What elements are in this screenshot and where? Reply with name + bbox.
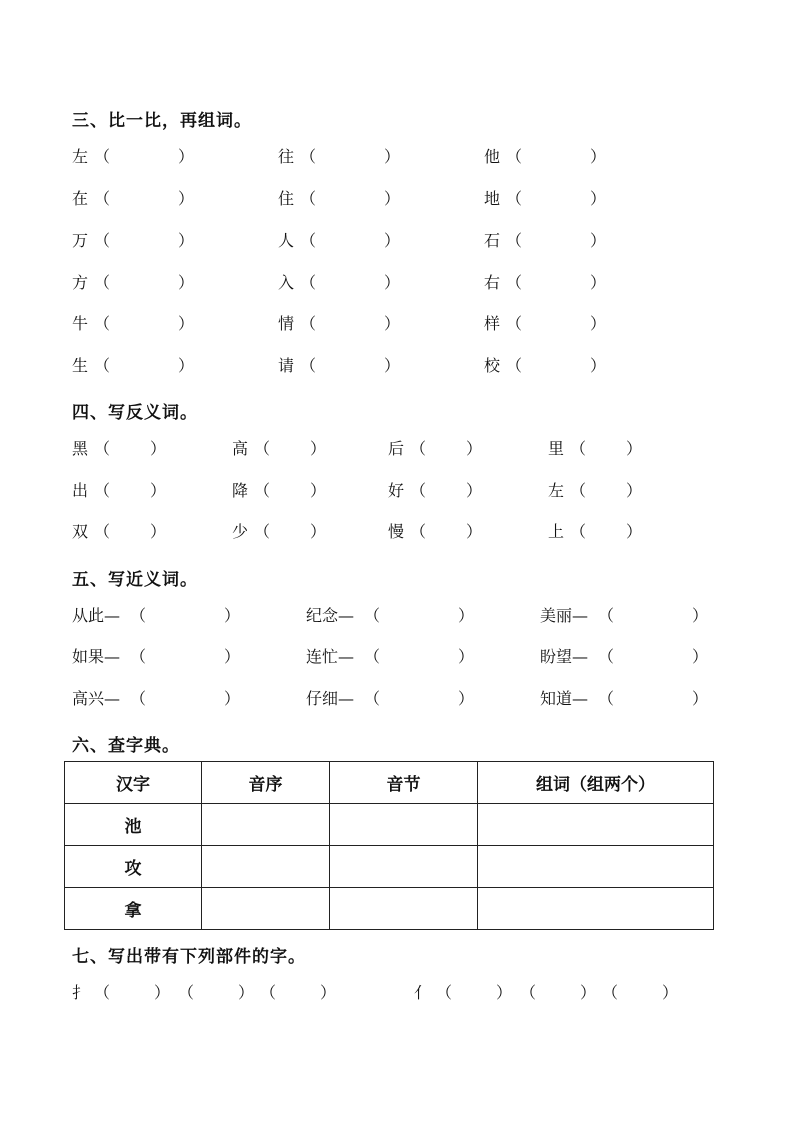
answer-blank[interactable] (316, 355, 384, 377)
answer-blank[interactable] (110, 982, 150, 1004)
close-bracket: ） (590, 231, 607, 250)
prompt-word: 地 (484, 189, 501, 208)
table-cell-blank[interactable] (202, 846, 330, 888)
close-bracket: ） (384, 189, 401, 208)
answer-blank[interactable] (146, 688, 224, 710)
table-cell-blank[interactable] (330, 804, 478, 846)
prompt-word: 在 (72, 189, 89, 208)
prompt-word: 右 (484, 273, 501, 292)
section-5-title: 五、写近义词。 (72, 570, 198, 590)
open-bracket: （ (94, 273, 111, 292)
open-bracket: （ (410, 439, 427, 458)
close-bracket: ） (384, 314, 401, 333)
prompt-word: 人 (278, 231, 295, 250)
answer-blank[interactable] (146, 605, 224, 627)
prompt-word: 里 (548, 439, 565, 458)
answer-blank[interactable] (426, 438, 466, 460)
prompt-word: 万 (72, 231, 89, 250)
close-bracket: ） (496, 983, 513, 1002)
close-bracket: ） (590, 314, 607, 333)
open-bracket: （ (94, 314, 111, 333)
open-bracket: （ (410, 481, 427, 500)
open-bracket: （ (94, 481, 111, 500)
open-bracket: （ (598, 647, 615, 666)
open-bracket: （ (410, 522, 427, 541)
header-zuci: 组词（组两个） (478, 762, 714, 804)
radical-char: 亻 (414, 983, 431, 1002)
answer-blank[interactable] (316, 146, 384, 168)
prompt-word: 石 (484, 231, 501, 250)
prompt-word: 住 (278, 189, 295, 208)
answer-blank[interactable] (110, 313, 178, 335)
close-bracket: ） (626, 481, 643, 500)
answer-blank[interactable] (380, 605, 458, 627)
answer-blank[interactable] (316, 230, 384, 252)
prompt-word: 左 (72, 147, 89, 166)
prompt-word: 请 (278, 356, 295, 375)
close-bracket: ） (662, 983, 679, 1002)
prompt-word: 黑 (72, 439, 89, 458)
table-cell-char: 池 (65, 804, 202, 846)
close-bracket: ） (150, 439, 167, 458)
prompt-word: 纪念— (306, 606, 355, 625)
table-cell-blank[interactable] (478, 846, 714, 888)
dictionary-table (64, 761, 714, 930)
open-bracket: （ (520, 983, 537, 1002)
prompt-word: 样 (484, 314, 501, 333)
open-bracket: （ (254, 522, 271, 541)
close-bracket: ） (458, 647, 475, 666)
prompt-word: 少 (232, 522, 249, 541)
answer-blank[interactable] (146, 646, 224, 668)
prompt-word: 牛 (72, 314, 89, 333)
open-bracket: （ (94, 231, 111, 250)
close-bracket: ） (590, 273, 607, 292)
prompt-word: 从此— (72, 606, 121, 625)
close-bracket: ） (692, 647, 709, 666)
close-bracket: ） (178, 356, 195, 375)
open-bracket: （ (570, 439, 587, 458)
open-bracket: （ (506, 147, 523, 166)
answer-blank[interactable] (426, 480, 466, 502)
open-bracket: （ (178, 983, 195, 1002)
open-bracket: （ (130, 689, 147, 708)
answer-blank[interactable] (536, 982, 576, 1004)
open-bracket: （ (94, 983, 111, 1002)
answer-blank[interactable] (522, 188, 590, 210)
open-bracket: （ (506, 231, 523, 250)
radical-char: 扌 (72, 983, 89, 1002)
answer-blank[interactable] (522, 355, 590, 377)
answer-blank[interactable] (194, 982, 234, 1004)
open-bracket: （ (300, 356, 317, 375)
prompt-word: 往 (278, 147, 295, 166)
open-bracket: （ (300, 273, 317, 292)
answer-blank[interactable] (110, 146, 178, 168)
answer-blank[interactable] (614, 688, 692, 710)
close-bracket: ） (238, 983, 255, 1002)
open-bracket: （ (94, 147, 111, 166)
close-bracket: ） (178, 273, 195, 292)
answer-blank[interactable] (586, 480, 626, 502)
open-bracket: （ (94, 522, 111, 541)
open-bracket: （ (254, 481, 271, 500)
open-bracket: （ (506, 356, 523, 375)
answer-blank[interactable] (614, 646, 692, 668)
prompt-word: 上 (548, 522, 565, 541)
table-cell-blank[interactable] (478, 804, 714, 846)
close-bracket: ） (384, 231, 401, 250)
close-bracket: ） (178, 189, 195, 208)
prompt-word: 方 (72, 273, 89, 292)
prompt-word: 左 (548, 481, 565, 500)
close-bracket: ） (590, 147, 607, 166)
prompt-word: 美丽— (540, 606, 589, 625)
close-bracket: ） (466, 481, 483, 500)
table-cell-blank[interactable] (330, 846, 478, 888)
open-bracket: （ (602, 983, 619, 1002)
open-bracket: （ (130, 606, 147, 625)
answer-blank[interactable] (618, 982, 658, 1004)
prompt-word: 他 (484, 147, 501, 166)
open-bracket: （ (506, 273, 523, 292)
open-bracket: （ (300, 314, 317, 333)
table-cell-blank[interactable] (478, 888, 714, 930)
close-bracket: ） (150, 481, 167, 500)
section-4-title: 四、写反义词。 (72, 403, 198, 423)
close-bracket: ） (458, 606, 475, 625)
table-row (65, 846, 714, 888)
answer-blank[interactable] (380, 646, 458, 668)
answer-blank[interactable] (270, 438, 310, 460)
table-cell-char: 攻 (65, 846, 202, 888)
close-bracket: ） (178, 314, 195, 333)
close-bracket: ） (692, 689, 709, 708)
open-bracket: （ (506, 189, 523, 208)
answer-blank[interactable] (110, 230, 178, 252)
prompt-word: 仔细— (306, 689, 355, 708)
close-bracket: ） (310, 439, 327, 458)
close-bracket: ） (150, 522, 167, 541)
prompt-word: 好 (388, 481, 405, 500)
close-bracket: ） (310, 481, 327, 500)
close-bracket: ） (466, 522, 483, 541)
answer-blank[interactable] (110, 438, 150, 460)
close-bracket: ） (626, 439, 643, 458)
open-bracket: （ (436, 983, 453, 1002)
open-bracket: （ (364, 606, 381, 625)
close-bracket: ） (580, 983, 597, 1002)
open-bracket: （ (364, 647, 381, 666)
answer-blank[interactable] (110, 355, 178, 377)
answer-blank[interactable] (522, 230, 590, 252)
open-bracket: （ (570, 522, 587, 541)
close-bracket: ） (224, 606, 241, 625)
answer-blank[interactable] (270, 480, 310, 502)
prompt-word: 后 (388, 439, 405, 458)
close-bracket: ） (224, 647, 241, 666)
close-bracket: ） (590, 189, 607, 208)
table-row (65, 888, 714, 930)
table-row (65, 804, 714, 846)
close-bracket: ） (466, 439, 483, 458)
answer-blank[interactable] (110, 188, 178, 210)
table-cell-blank[interactable] (202, 888, 330, 930)
answer-blank[interactable] (380, 688, 458, 710)
prompt-word: 双 (72, 522, 89, 541)
open-bracket: （ (260, 983, 277, 1002)
open-bracket: （ (130, 647, 147, 666)
prompt-word: 校 (484, 356, 501, 375)
answer-blank[interactable] (586, 438, 626, 460)
answer-blank[interactable] (270, 521, 310, 543)
answer-blank[interactable] (452, 982, 492, 1004)
prompt-word: 出 (72, 481, 89, 500)
header-yinxu: 音序 (202, 762, 330, 804)
open-bracket: （ (254, 439, 271, 458)
prompt-word: 降 (232, 481, 249, 500)
open-bracket: （ (94, 189, 111, 208)
answer-blank[interactable] (110, 272, 178, 294)
answer-blank[interactable] (110, 480, 150, 502)
answer-blank[interactable] (522, 146, 590, 168)
header-yinjie: 音节 (330, 762, 478, 804)
answer-blank[interactable] (426, 521, 466, 543)
open-bracket: （ (300, 231, 317, 250)
answer-blank[interactable] (110, 521, 150, 543)
table-cell-blank[interactable] (330, 888, 478, 930)
prompt-word: 高 (232, 439, 249, 458)
answer-blank[interactable] (316, 313, 384, 335)
table-cell-blank[interactable] (202, 804, 330, 846)
close-bracket: ） (384, 273, 401, 292)
close-bracket: ） (224, 689, 241, 708)
table-header-row (65, 762, 714, 804)
prompt-word: 如果— (72, 647, 121, 666)
answer-blank[interactable] (316, 188, 384, 210)
prompt-word: 入 (278, 273, 295, 292)
prompt-word: 盼望— (540, 647, 589, 666)
prompt-word: 知道— (540, 689, 589, 708)
open-bracket: （ (300, 147, 317, 166)
header-hanzi: 汉字 (65, 762, 202, 804)
close-bracket: ） (590, 356, 607, 375)
open-bracket: （ (506, 314, 523, 333)
answer-blank[interactable] (522, 272, 590, 294)
open-bracket: （ (598, 689, 615, 708)
answer-blank[interactable] (614, 605, 692, 627)
close-bracket: ） (178, 231, 195, 250)
table-cell-char: 拿 (65, 888, 202, 930)
prompt-word: 高兴— (72, 689, 121, 708)
close-bracket: ） (626, 522, 643, 541)
close-bracket: ） (384, 147, 401, 166)
answer-blank[interactable] (276, 982, 316, 1004)
section-7-title: 七、写出带有下列部件的字。 (72, 947, 306, 967)
close-bracket: ） (310, 522, 327, 541)
open-bracket: （ (598, 606, 615, 625)
close-bracket: ） (178, 147, 195, 166)
close-bracket: ） (384, 356, 401, 375)
close-bracket: ） (154, 983, 171, 1002)
close-bracket: ） (320, 983, 337, 1002)
section-6-title: 六、查字典。 (72, 736, 180, 756)
open-bracket: （ (570, 481, 587, 500)
open-bracket: （ (94, 439, 111, 458)
answer-blank[interactable] (522, 313, 590, 335)
section-3-title: 三、比一比，再组词。 (72, 111, 252, 131)
open-bracket: （ (300, 189, 317, 208)
prompt-word: 情 (278, 314, 295, 333)
open-bracket: （ (364, 689, 381, 708)
answer-blank[interactable] (316, 272, 384, 294)
close-bracket: ） (692, 606, 709, 625)
close-bracket: ） (458, 689, 475, 708)
prompt-word: 生 (72, 356, 89, 375)
open-bracket: （ (94, 356, 111, 375)
prompt-word: 慢 (388, 522, 405, 541)
prompt-word: 连忙— (306, 647, 355, 666)
answer-blank[interactable] (586, 521, 626, 543)
